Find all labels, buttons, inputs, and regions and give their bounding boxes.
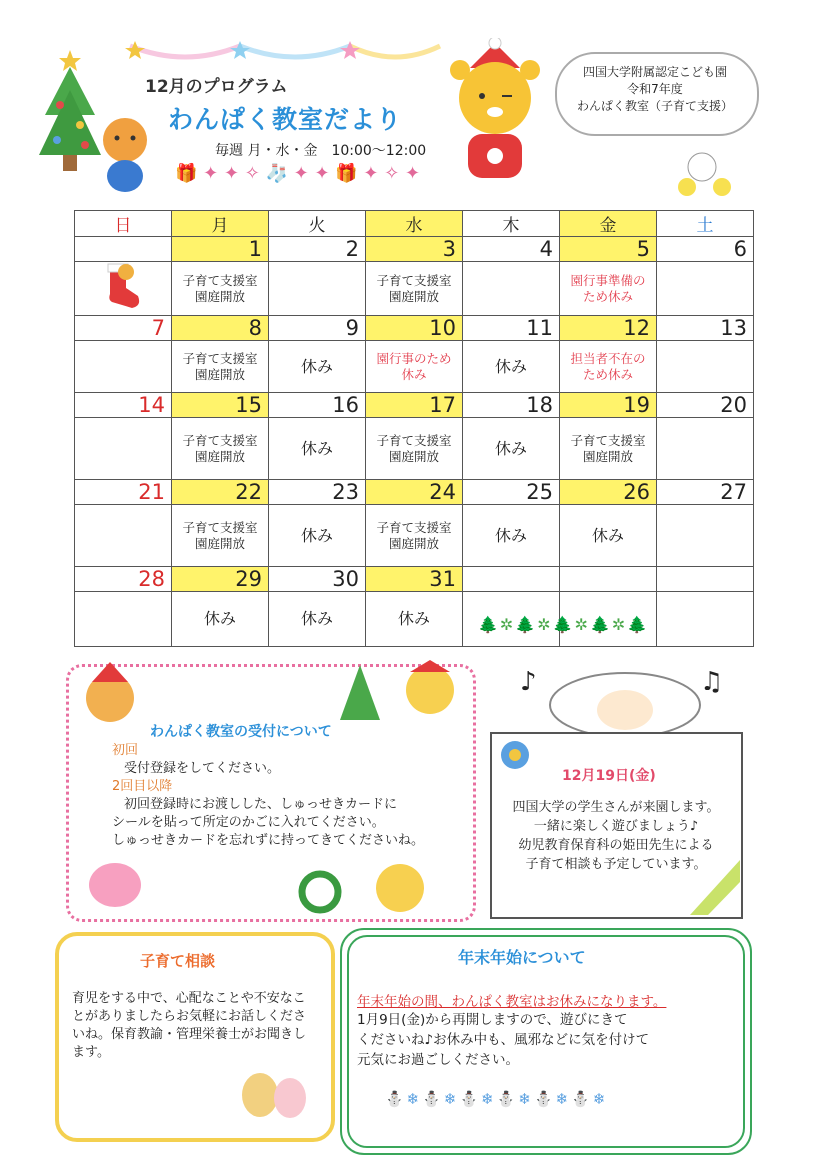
date-cell: 16 bbox=[269, 393, 366, 418]
svg-text:♫: ♫ bbox=[700, 667, 724, 697]
event-text: 園行事のため bbox=[376, 350, 452, 366]
date-cell: 20 bbox=[657, 393, 754, 418]
event-cell bbox=[657, 262, 754, 316]
stuffed-animals-icon bbox=[235, 1060, 315, 1120]
event-cell bbox=[269, 505, 366, 567]
weekday-tue: 火 bbox=[269, 211, 366, 237]
event-text: 子育て支援室 bbox=[182, 432, 258, 448]
weekday-fri: 金 bbox=[560, 211, 657, 237]
date-cell: 17 bbox=[366, 393, 463, 418]
date-cell: 23 bbox=[269, 480, 366, 505]
svg-text:♪: ♪ bbox=[520, 667, 537, 697]
weekday-wed: 水 bbox=[366, 211, 463, 237]
second-visit-line1: 初回登録時にお渡しした、しゅっせきカードに bbox=[124, 797, 398, 812]
org-year: 令和7年度 bbox=[627, 82, 683, 96]
event-text: 園行事準備の bbox=[570, 272, 646, 288]
event-text: 休み bbox=[300, 356, 333, 376]
page-title: わんぱく教室だより bbox=[168, 105, 403, 134]
date-cell: 2 bbox=[269, 237, 366, 262]
event-cell bbox=[75, 592, 172, 647]
second-visit-label: 2回目以降 bbox=[112, 779, 173, 794]
event-cell bbox=[463, 505, 560, 567]
event-text: 園庭開放 bbox=[194, 288, 245, 304]
second-visit-line3: しゅっせきカードを忘れずに持ってきてくださいね。 bbox=[112, 833, 425, 848]
event-cell bbox=[172, 418, 269, 480]
calendar-weekday-row bbox=[75, 211, 754, 237]
date-cell: 11 bbox=[463, 316, 560, 341]
event-line-4: 子育て相談も予定しています。 bbox=[525, 857, 707, 872]
sheep-icon bbox=[520, 655, 730, 740]
org-program: わんぱく教室（子育て支援） bbox=[576, 99, 733, 113]
event-cell bbox=[366, 505, 463, 567]
event-cell bbox=[560, 341, 657, 393]
event-cell bbox=[75, 505, 172, 567]
event-text: 園庭開放 bbox=[194, 366, 245, 382]
weekday-sun: 日 bbox=[75, 211, 172, 237]
event-cell bbox=[269, 418, 366, 480]
org-name: 四国大学附属認定こども園 bbox=[582, 65, 727, 79]
event-cell bbox=[463, 262, 560, 316]
organization-info bbox=[565, 64, 745, 115]
yearend-line-2: くださいね♪お休み中も、風邪などに気を付けて bbox=[357, 1032, 650, 1048]
event-text: 子育て支援室 bbox=[376, 519, 452, 535]
calendar-date-row bbox=[75, 237, 754, 262]
bunny-icon bbox=[70, 845, 160, 920]
event-text: 子育て支援室 bbox=[376, 272, 452, 288]
event-text: ため休み bbox=[582, 366, 633, 382]
date-cell: 1 bbox=[172, 237, 269, 262]
yearend-line-1: 1月9日(金)から再開しますので、遊びにきて bbox=[357, 1012, 628, 1028]
calendar-date-row bbox=[75, 316, 754, 341]
calendar-table bbox=[74, 210, 754, 647]
date-cell bbox=[560, 567, 657, 592]
event-cell bbox=[560, 262, 657, 316]
calendar-event-row bbox=[75, 341, 754, 393]
event-cell bbox=[269, 341, 366, 393]
yearend-line-3: 元気にお過ごしください。 bbox=[357, 1052, 519, 1068]
event-text: 子育て支援室 bbox=[570, 432, 646, 448]
stocking-icon bbox=[98, 262, 148, 310]
wreath-and-dog-icon bbox=[290, 860, 460, 920]
date-cell: 14 bbox=[75, 393, 172, 418]
event-text: 子育て支援室 bbox=[376, 432, 452, 448]
date-cell: 21 bbox=[75, 480, 172, 505]
event-cell bbox=[463, 418, 560, 480]
weekday-mon: 月 bbox=[172, 211, 269, 237]
calendar-date-row bbox=[75, 480, 754, 505]
date-cell: 22 bbox=[172, 480, 269, 505]
squirrel-illustration bbox=[95, 110, 155, 195]
date-cell: 7 bbox=[75, 316, 172, 341]
event-cell bbox=[172, 592, 269, 647]
event-text: 休み bbox=[494, 438, 527, 458]
first-visit-label: 初回 bbox=[112, 743, 139, 758]
event-line-1: 四国大学の学生さんが来園します。 bbox=[512, 800, 720, 815]
tree-and-cat-icon bbox=[335, 660, 465, 725]
event-text: 休み bbox=[397, 609, 430, 628]
santa-bear-small-icon bbox=[70, 660, 150, 725]
event-text: 休み bbox=[300, 525, 333, 545]
event-cell bbox=[75, 341, 172, 393]
snowman-decoration-row: ⛄❄⛄❄⛄❄⛄❄⛄❄⛄❄ bbox=[385, 1090, 609, 1108]
event-cell bbox=[75, 418, 172, 480]
event-text: 休み bbox=[591, 525, 624, 545]
date-cell: 24 bbox=[366, 480, 463, 505]
weekday-sat: 土 bbox=[657, 211, 754, 237]
event-text: 園庭開放 bbox=[388, 535, 439, 551]
event-text: 休み bbox=[494, 356, 527, 376]
event-line-2: 一緒に楽しく遊びましょう♪ bbox=[533, 819, 699, 834]
event-cell bbox=[269, 262, 366, 316]
event-cell bbox=[657, 505, 754, 567]
event-text: 園庭開放 bbox=[194, 535, 245, 551]
date-cell bbox=[657, 567, 754, 592]
date-cell: 6 bbox=[657, 237, 754, 262]
event-cell bbox=[172, 505, 269, 567]
event-text: 休み bbox=[300, 609, 333, 628]
event-text: 休み bbox=[494, 525, 527, 545]
calendar-event-row bbox=[75, 592, 754, 647]
santa-bear-illustration bbox=[440, 38, 550, 198]
date-cell: 27 bbox=[657, 480, 754, 505]
event-cell bbox=[560, 418, 657, 480]
reception-title: わんぱく教室の受付について bbox=[150, 724, 332, 740]
date-cell: 13 bbox=[657, 316, 754, 341]
event-text: 園庭開放 bbox=[388, 448, 439, 464]
date-cell: 26 bbox=[560, 480, 657, 505]
event-cell bbox=[366, 341, 463, 393]
event-cell bbox=[172, 262, 269, 316]
event-cell bbox=[657, 418, 754, 480]
tree-snow-decoration: 🌲✲🌲✲🌲✲🌲✲🌲 bbox=[478, 615, 650, 634]
calendar-event-row bbox=[75, 262, 754, 316]
event-cell bbox=[366, 418, 463, 480]
event-cell bbox=[560, 505, 657, 567]
calendar-date-row bbox=[75, 393, 754, 418]
date-cell: 28 bbox=[75, 567, 172, 592]
event-cell bbox=[366, 262, 463, 316]
date-cell: 18 bbox=[463, 393, 560, 418]
date-cell: 29 bbox=[172, 567, 269, 592]
event-text: 担当者不在の bbox=[570, 350, 646, 366]
first-visit-text: 受付登録をしてください。 bbox=[124, 761, 281, 776]
second-visit-line2: シールを貼って所定のかごに入れてください。 bbox=[112, 815, 385, 830]
event-text: ため休み bbox=[582, 288, 633, 304]
date-cell: 9 bbox=[269, 316, 366, 341]
calendar-event-row bbox=[75, 418, 754, 480]
schedule-text: 毎週 月・水・金 10:00～12:00 bbox=[215, 143, 427, 159]
gift-decoration-row: 🎁 ✦ ✦ ✧ 🧦 ✦ ✦ 🎁 ✦ ✧ ✦ bbox=[175, 163, 421, 184]
event-text: 子育て支援室 bbox=[182, 519, 258, 535]
event-text: 休み bbox=[203, 609, 236, 628]
event-cell bbox=[366, 592, 463, 647]
event-cell bbox=[269, 592, 366, 647]
event-dec19-date: 12月19日(金) bbox=[562, 768, 656, 784]
event-text: 休み bbox=[300, 438, 333, 458]
date-cell: 31 bbox=[366, 567, 463, 592]
consultation-body: 育児をする中で、心配なことや不安なことがありましたらお気軽にお話しくださいね。保育教諭・管理栄養士がお聞きします。 bbox=[72, 991, 307, 1060]
date-cell: 12 bbox=[560, 316, 657, 341]
event-text: 子育て支援室 bbox=[182, 272, 258, 288]
date-cell: 8 bbox=[172, 316, 269, 341]
date-cell: 3 bbox=[366, 237, 463, 262]
calendar-date-row bbox=[75, 567, 754, 592]
yearend-body bbox=[357, 1010, 737, 1070]
flower-icon bbox=[495, 735, 535, 775]
date-cell: 15 bbox=[172, 393, 269, 418]
date-cell: 19 bbox=[560, 393, 657, 418]
event-cell bbox=[463, 341, 560, 393]
event-text: 休み bbox=[401, 366, 427, 382]
date-cell bbox=[463, 567, 560, 592]
event-text: 園庭開放 bbox=[388, 288, 439, 304]
program-label: 12月のプログラム bbox=[145, 77, 288, 97]
calendar-event-row bbox=[75, 505, 754, 567]
date-cell: 25 bbox=[463, 480, 560, 505]
event-cell bbox=[657, 592, 754, 647]
date-cell: 4 bbox=[463, 237, 560, 262]
chicks-illustration bbox=[672, 145, 752, 200]
event-text: 園庭開放 bbox=[582, 448, 633, 464]
event-dec19-body bbox=[496, 798, 736, 874]
date-cell bbox=[75, 237, 172, 262]
reception-body bbox=[112, 742, 424, 850]
event-cell bbox=[657, 341, 754, 393]
weekday-thu: 木 bbox=[463, 211, 560, 237]
event-text: 園庭開放 bbox=[194, 448, 245, 464]
yearend-notice: 年末年始の間、わんぱく教室はお休みになります。 bbox=[357, 994, 667, 1010]
date-cell: 10 bbox=[366, 316, 463, 341]
event-line-3: 幼児教育保育科の姫田先生による bbox=[518, 838, 714, 853]
date-cell: 5 bbox=[560, 237, 657, 262]
consultation-title: 子育て相談 bbox=[140, 952, 216, 970]
event-cell bbox=[172, 341, 269, 393]
event-text: 子育て支援室 bbox=[182, 350, 258, 366]
yearend-title: 年末年始について bbox=[458, 948, 586, 967]
date-cell: 30 bbox=[269, 567, 366, 592]
